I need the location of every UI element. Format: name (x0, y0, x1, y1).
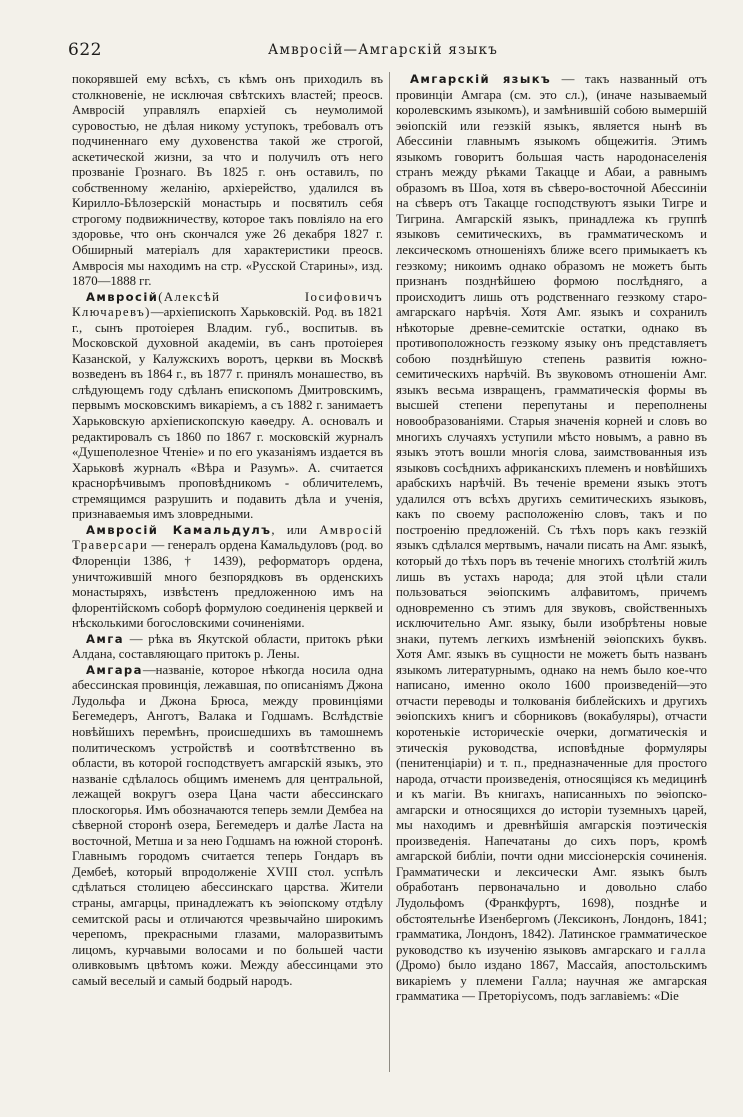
entry-headword: Амвросій (86, 289, 159, 304)
entry-continuation: покорявшей ему всѣхъ, съ кѣмъ онъ приходилъ въ столкновеніе, не исключая свѣтскихъ властей; преосв. Амвросій управлялъ епархіей съ неумолимой суровостью, не дѣлая никому уступокъ, требовалъ отъ подчиненнаго ему духовенства такой же строгой, аскетической жизни, за что и получилъ отъ него прозваніе Грознаго. Въ 1825 г. онъ оставилъ, по собственному желанію, архіерейство, удалился въ Кирилло-Бѣлозерскій монастырь и посвятилъ себя строгому подвижничеству, которое такъ повліяло на его здоровье, что онъ скончался уже 26 декабря 1827 г. Обширный матеріалъ для характеристики преосв. Амвросія мы находимъ на стр. «Русской Старины», изд. 1870—1888 гг. (72, 72, 383, 289)
entry-body: (Дромо) было издано 1867, Массайя, апостольскимъ викаріемъ у племени Галла; научная же амгарская грамматика — Преторіусомъ, подъ заглавіемъ: «Die (396, 958, 707, 1004)
text-columns (72, 72, 707, 1077)
page-number: 622 (68, 40, 102, 60)
entry-body: — генералъ ордена Камальдуловъ (род. во Флоренціи 1386, † 1439), реформаторъ ордена, уничтожившій много безпорядковъ въ орденскихъ монастыряхъ, извѣстенъ предложенною имъ на флорентійскомъ соборѣ формулою соединенія церквей и нѣсколькими богословскими сочиненіями. (72, 538, 383, 631)
entry-body: —названіе, которое нѣкогда носила одна абессинская провинція, лежавшая, по описаніямъ Джона Лудольфа и Джона Брюса, между провинціями Бегемедеръ, Анготъ, Валака и Годшамъ. Вслѣдствіе новѣйшихъ перемѣнъ, происшедшихъ въ тамошнемъ политическомъ устройствѣ и соотвѣтственно въ области, въ которой господствуетъ амгарскій языкъ, это названіе сдѣлалось общимъ именемъ для центральной, лежащей вокругъ озера Цана части абессинскаго плоскогорья. Имъ обозначаются теперь земли Дембеа на сѣверной сторонѣ озера, Бегемедеръ и далѣе Ласта на восточной, Метша и за нею Годшамъ на южной сторонѣ. Главнымъ городомъ считается теперь Гондаръ въ Дембеѣ, который впродолженіе XVIII стол. успѣлъ сдѣлаться столицею абессинскаго царства. Жители страны, амгарцы, принадлежатъ къ эѳіопскому отдѣлу семитской расы и отличаются чрезвычайно широкимъ черепомъ, прекрасными глазами, малоразвитымъ лицомъ, курчавыми волосами и по большей части оливковымъ цвѣтомъ кожи. Между абессинцами это самый веселый и самый бодрый народъ. (72, 662, 383, 988)
entry-body: , или (271, 522, 320, 537)
entry-amvrosiy-klyucharev (72, 290, 383, 523)
entry-headword: Амгара (86, 662, 143, 677)
entry-amgarskiy-yazyk (396, 72, 707, 1005)
entry-amgara (72, 663, 383, 989)
entry-person-name: (Алексѣй Іосифовичъ Ключаревъ) (72, 289, 383, 320)
entry-headword: Амга (86, 631, 124, 646)
emphasized-word: галла (670, 942, 707, 957)
entry-headword: Амгарскій языкъ (410, 72, 552, 86)
running-title: Амвросій—Амгарскій языкъ (267, 42, 498, 58)
left-column (72, 72, 383, 1077)
entry-amvrosiy-kamaldul (72, 523, 383, 632)
entry-headword: Амвросій Камальдулъ (86, 522, 272, 537)
column-divider (389, 72, 390, 1072)
entry-body: —архіепископъ Харьковскій. Род. въ 1821 г., сынъ протоіерея Владим. губ., воспитыв. въ Московской духовной академіи, въ санъ протоіерея Казанской, у Калужскихъ воротъ, церкви въ Москвѣ возведенъ въ 1864 г., въ 1877 г. принялъ монашество, въ слѣдующемъ году сдѣланъ епископомъ Дмитровскимъ, первымъ московскимъ викаріемъ, а съ 1882 г. занимаетъ Харьковскую архіепископскую каѳедру. А. основалъ и редактировалъ съ 1860 по 1867 г. московскій журналъ «Душеполезное Чтеніе» и по его указаніямъ издается въ Харьковѣ журналъ «Вѣра и Разумъ». А. считается краснорѣчивымъ проповѣдникомъ - обличителемъ, стремящимся разрушить и подавить дѣла и ученія, признаваемыя имъ зловредными. (72, 305, 383, 522)
entry-body: — рѣка въ Якутской области, притокъ рѣки Алдана, составляющаго притокъ р. Лены. (72, 631, 383, 662)
entry-body: — такъ названный отъ провинціи Амгара (см. это сл.), (иначе называемый королевскимъ языкомъ), и замѣнившій собою вымершій эѳіопскій или геэзкій языкъ, является нынѣ въ Абессиніи главнымъ языкомъ общежитія. Этимъ языкомъ говоритъ большая часть народонаселенія странъ между рѣками Такацце и Абаи, а равнымъ образомъ въ Шоа, хотя въ сѣверо-восточной Абессиніи на сѣверъ отъ Такацце господствуютъ языки Тигре и Тигрина. Амгарскій языкъ, принадлежа къ группѣ языковъ семитическихъ, въ грамматическомъ и лексическомъ отношеніяхъ ближе всего примыкаетъ къ геэзкому; никоимъ однако образомъ не можетъ быть признанъ позднѣйшею формою послѣдняго, а происходитъ лишь отъ родственнаго геэзкому старо-амгарскаго нарѣчія. Хотя Амг. языкъ и сохранилъ нѣкоторые древне-семитскіе остатки, однако въ противоположность геэзкому языку онъ представляетъ собою позднѣйшую степень развитія южно-семитическихъ нарѣчій. Въ звуковомъ отношеніи Амг. языкъ весьма извращенъ, грамматическія формы въ высшей степени перепутаны и переполнены новообразованіями. Старыя значенія корней и словъ во многихъ случаяхъ уступили мѣсто новымъ, а равно въ языкъ этотъ вошли многія слова, заимствованныя изъ языковъ сосѣднихъ африканскихъ племенъ и новѣйшихъ арабскихъ нарѣчій. Въ теченіе времени языкъ этотъ удалился отъ всѣхъ другихъ семитическихъ языковъ, какъ по своему расположенію словъ, такъ и по построенію предложеній. Съ тѣхъ поръ какъ геэзкій языкъ сдѣлался мертвымъ, начали писать на Амг. языкѣ, который до тѣхъ поръ въ теченіе многихъ столѣтій жилъ лишь въ устахъ народа; для этой цѣли стали пользоваться эѳіопскимъ алфавитомъ, причемъ одновременно съ этимъ для звуковъ, свойственныхъ исключительно Амг. языку, были изобрѣтены новые знаки, путемъ легкихъ измѣненій эѳіопскихъ буквъ. Хотя Амг. языкъ въ сущности не можетъ быть названъ языкомъ литературнымъ, однако на немъ было кое-что написано, именно около 1600 произведеній—это отчасти переводы и толкованія библейскихъ и другихъ эѳіопскихъ книгъ и сборниковъ (вокабуляры), отчасти коротенькіе историческіе очерки, догматическія и этическія руководства, исповѣдные формуляры (пенитенціаріи) и т. п., предназначенные для простого народа, отчасти произведенія, относящіяся къ медицинѣ и къ магіи. Въ книгахъ, написанныхъ по эѳіопско-амгарски и относящихся до исторіи туземныхъ царей, мы находимъ и древнѣйшія амгарскія поэтическія произведенія. Напечатаны до сихъ поръ, кромѣ амгарской библіи, почти одни миссіонерскія сочиненія. Грамматически и лексически Амг. языкъ былъ обработанъ первоначально и довольно слабо Лудольфомъ (Франкфуртъ, 1698), позднѣе и обстоятельнѣе Изенбергомъ (Лексиконъ, Лондонъ, 1841; грамматика, Лондонъ, 1842). Латинское грамматическое руководство къ изученію языковъ амгарскаго и (396, 72, 707, 957)
right-column (396, 72, 707, 1077)
entry-person-name: Амвросій Траверсари (72, 522, 383, 553)
entry-amga (72, 632, 383, 663)
page-header (68, 40, 698, 64)
